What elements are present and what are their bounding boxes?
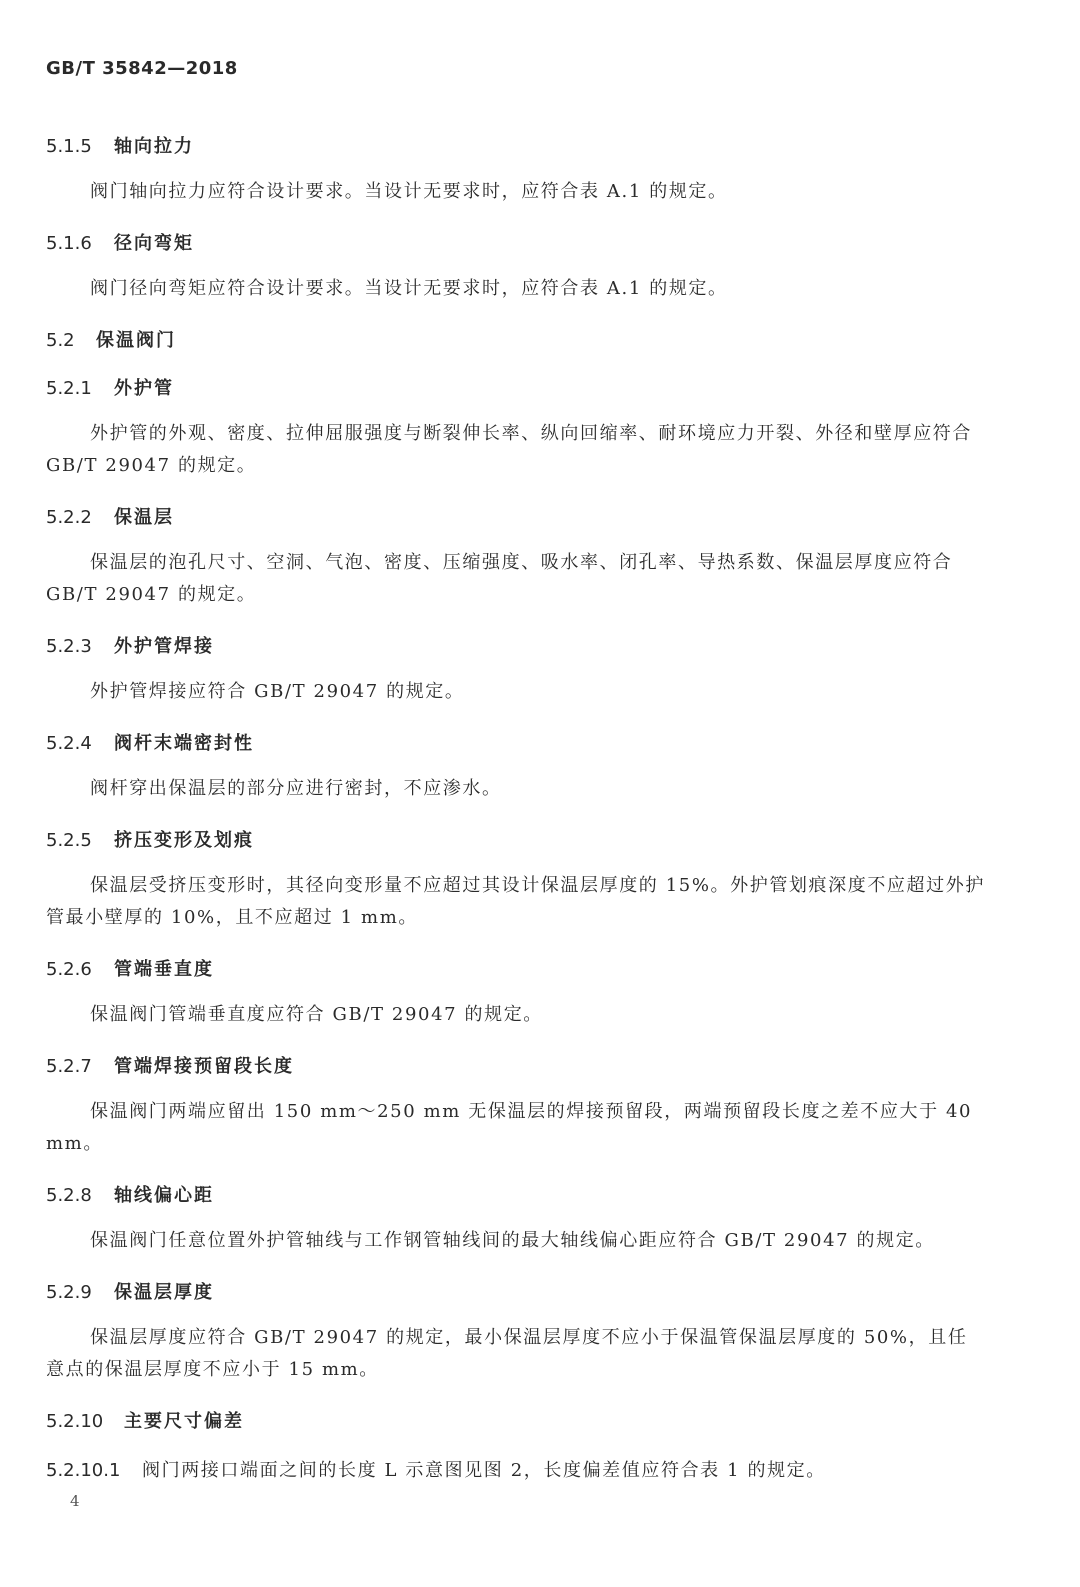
section-heading-5-2-9 [46,1278,214,1304]
section-heading-5-1-5 [46,132,194,158]
section-heading-5-2-3 [46,632,214,658]
section-number: 5.2.2 [46,507,92,528]
section-title: 轴向拉力 [114,136,194,157]
section-title: 轴线偏心距 [114,1185,214,1206]
standard-code: GB/T 35842—2018 [46,58,238,79]
section-paragraph-5-1-5: 阀门轴向拉力应符合设计要求。当设计无要求时，应符合表 A.1 的规定。 [90,181,728,202]
section-paragraph-5-2-6: 保温阀门管端垂直度应符合 GB/T 29047 的规定。 [90,1004,543,1025]
section-paragraph-5-1-6: 阀门径向弯矩应符合设计要求。当设计无要求时，应符合表 A.1 的规定。 [90,278,728,299]
section-number: 5.2.5 [46,830,92,851]
section-number: 5.2.3 [46,636,92,657]
section-heading-5-2 [46,326,176,352]
section-title: 管端焊接预留段长度 [114,1056,294,1077]
section-heading-5-2-6 [46,955,214,981]
section-title: 挤压变形及划痕 [114,830,254,851]
section-paragraph-5-2-1: 外护管的外观、密度、拉伸屈服强度与断裂伸长率、纵向回缩率、耐环境应力开裂、外径和壁厚应符合 GB/T 29047 的规定。 [46,423,972,476]
section-heading-5-2-2 [46,503,174,529]
section-number: 5.2.9 [46,1282,92,1303]
section-number: 5.1.5 [46,136,92,157]
section-title: 径向弯矩 [114,233,194,254]
section-number: 5.2 [46,330,75,351]
section-number: 5.2.4 [46,733,92,754]
subitem-5-2-10-1 [46,1456,1006,1482]
section-title: 管端垂直度 [114,959,214,980]
section-paragraph-5-2-5: 保温层受挤压变形时，其径向变形量不应超过其设计保温层厚度的 15%。外护管划痕深度不应超过外护管最小壁厚的 10%，且不应超过 1 mm。 [46,875,985,928]
section-paragraph-5-2-2: 保温层的泡孔尺寸、空洞、气泡、密度、压缩强度、吸水率、闭孔率、导热系数、保温层厚度应符合 GB/T 29047 的规定。 [46,552,953,605]
section-title: 阀杆末端密封性 [114,733,254,754]
section-heading-5-2-5 [46,826,254,852]
section-number: 5.2.7 [46,1056,92,1077]
subitem-text: 阀门两接口端面之间的长度 L 示意图见图 2，长度偏差值应符合表 1 的规定。 [142,1460,826,1481]
section-heading-5-2-7 [46,1052,294,1078]
section-paragraph-5-2-3: 外护管焊接应符合 GB/T 29047 的规定。 [90,681,465,702]
section-title: 外护管焊接 [114,636,214,657]
section-title: 保温层厚度 [114,1282,214,1303]
section-number: 5.2.10 [46,1411,104,1432]
subitem-number: 5.2.10.1 [46,1460,121,1481]
page-number: 4 [70,1492,80,1510]
section-number: 5.2.6 [46,959,92,980]
section-paragraph-5-2-4: 阀杆穿出保温层的部分应进行密封，不应渗水。 [90,778,502,799]
section-title: 保温阀门 [96,330,176,351]
section-heading-5-2-1 [46,374,174,400]
section-heading-5-2-4 [46,729,254,755]
section-number: 5.2.8 [46,1185,92,1206]
section-number: 5.2.1 [46,378,92,399]
section-heading-5-1-6 [46,229,194,255]
section-heading-5-2-10 [46,1407,244,1433]
section-number: 5.1.6 [46,233,92,254]
section-title: 外护管 [114,378,174,399]
section-paragraph-5-2-8: 保温阀门任意位置外护管轴线与工作钢管轴线间的最大轴线偏心距应符合 GB/T 29047 的规定。 [90,1230,935,1251]
section-title: 保温层 [114,507,174,528]
section-title: 主要尺寸偏差 [124,1411,244,1432]
section-heading-5-2-8 [46,1181,214,1207]
section-paragraph-5-2-7: 保温阀门两端应留出 150 mm～250 mm 无保温层的焊接预留段，两端预留段长度之差不应大于 40 mm。 [46,1101,973,1154]
section-paragraph-5-2-9: 保温层厚度应符合 GB/T 29047 的规定，最小保温层厚度不应小于保温管保温层厚度的 50%，且任意点的保温层厚度不应小于 15 mm。 [46,1327,968,1380]
